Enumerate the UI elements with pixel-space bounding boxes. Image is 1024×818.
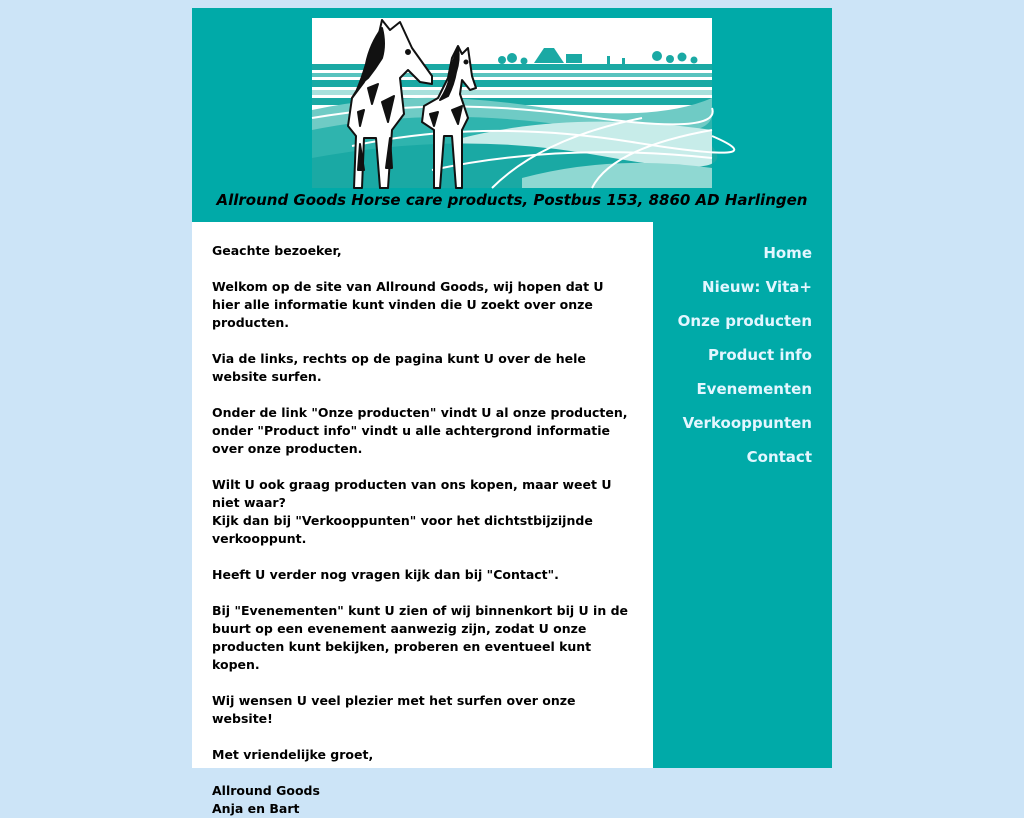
welcome-content (192, 222, 653, 816)
nav-link-nieuw-vita[interactable]: Nieuw: Vita+ (702, 278, 812, 296)
site-container (192, 8, 832, 816)
nav-link-verkooppunten[interactable]: Verkooppunten (682, 414, 812, 432)
paragraph-wishes: Wij wensen U veel plezier met het surfen over onze website! (212, 693, 576, 726)
nav-link-home[interactable]: Home (763, 244, 812, 262)
signature-company: Allround Goods (212, 783, 320, 798)
nav-link-product-info[interactable]: Product info (707, 346, 812, 364)
horses-landscape-illustration (312, 18, 712, 188)
paragraph-buy-question: Wilt U ook graag producten van ons kopen, maar weet U niet waar? (212, 477, 612, 510)
signature-names: Anja en Bart (212, 801, 300, 816)
paragraph-products: Onder de link "Onze producten" vindt U al onze producten, onder "Product info" vindt u alle achtergrond informatie over onze producten. (212, 405, 628, 456)
nav-link-onze-producten[interactable]: Onze producten (677, 312, 812, 330)
paragraph-events: Bij "Evenementen" kunt U zien of wij binnenkort bij U in de buurt op een evenement aanwezig zijn, zodat U onze producten kunt bekijken, proberen en eventueel kunt kopen. (212, 603, 628, 672)
paragraph-sales-points: Kijk dan bij "Verkooppunten" voor het dichtstbijzijnde verkooppunt. (212, 513, 593, 546)
main-navigation (653, 222, 832, 768)
nav-link-evenementen[interactable]: Evenementen (696, 380, 812, 398)
paragraph-closing: Met vriendelijke groet, (212, 747, 374, 762)
paragraph-navigation: Via de links, rechts op de pagina kunt U over de hele website surfen. (212, 351, 586, 384)
paragraph-intro: Welkom op de site van Allround Goods, wij hopen dat U hier alle informatie kunt vinden die U zoekt over onze producten. (212, 279, 604, 330)
header-banner-image (312, 18, 712, 188)
site-tagline: Allround Goods Horse care products, Postbus 153, 8860 AD Harlingen (216, 191, 808, 209)
nav-link-contact[interactable]: Contact (746, 448, 812, 466)
paragraph-contact: Heeft U verder nog vragen kijk dan bij "Contact". (212, 567, 559, 582)
greeting-text: Geachte bezoeker, (212, 243, 342, 258)
